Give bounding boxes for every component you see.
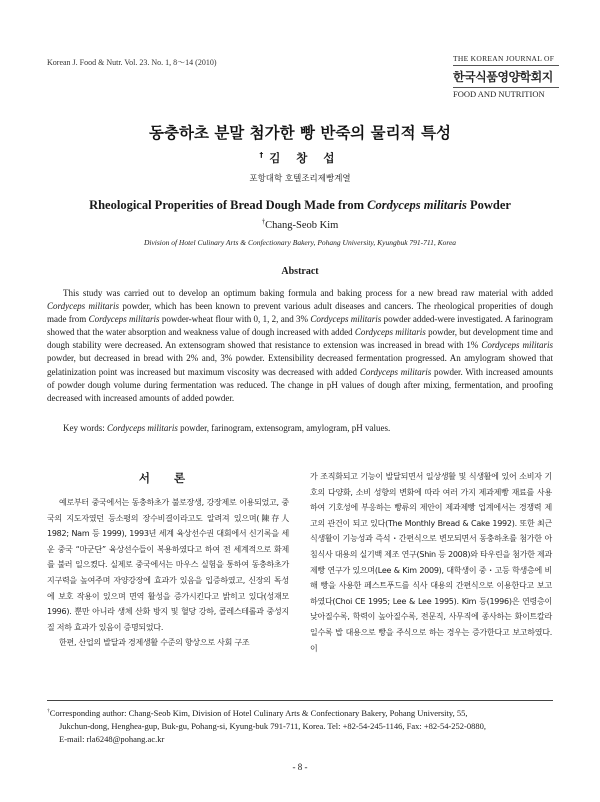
abstract-species: Cordyceps militaris (359, 366, 432, 377)
body-paragraph: 가 조직화되고 기능이 발달되면서 일상생활 및 식생활에 있어 소비자 기호의 다양화, 소비 성향의 변화에 따라 여러 가지 제과제빵 재료를 사용하여 기호성에 부응하는 빵류의 제안이 제과제빵 업계에서는 경쟁력 제고의 관건이 되고 있다(The Monthly Bread & Cake 1992). 또한 최근 식생활이 기능성과 즉석・간편식으로 변모되면서 동충하초를 첨가한 아침식사 대용의 실기백 제조 연구(Shin 등 2008)와 타우린을 첨가한 제과제빵 연구가 있으며(Lee & Kim 2009), 대학생이 중・고등 학생층에 비해 빵을 사용한 페스트푸드를 식사 대용의 간편식으로 이용한다고 보고하였다(Choi CE 1995; Lee & Lee 1995). Kim 등(1996)은 연령층이 낮아질수록, 학력이 높아질수록, 전문직, 사무직에 종사하는 화이트칼라일수록 밥 대용으로 빵을 주식으로 하는 경우는 증가한다고 보고하였다. 이 (310, 472, 552, 653)
journal-name-ko: 한국식품영양학회지 (453, 70, 553, 84)
affiliation-english: Division of Hotel Culinary Arts & Confectionary Bakery, Pohang University, Kyungbuk 791-711, Korea (143, 238, 457, 247)
footnote-text: Corresponding author: Chang-Seob Kim, Division of Hotel Culinary Arts & Confectionary Bakery, Pohang University, 55, (49, 708, 468, 718)
author-english-name: Chang-Seob Kim (265, 220, 339, 231)
keywords (47, 423, 553, 433)
journal-masthead (453, 54, 559, 99)
section-heading-introduction: 서 론 (138, 471, 196, 485)
page-number: - 8 - (292, 762, 308, 772)
body-paragraph: 예로부터 중국에서는 동충하초가 불로장생, 강장제로 이용되었고, 중국의 지도자였던 등소평의 장수비결이라고도 알려져 있으며(陳存人 1982; Nam 등 1999), 1993년 세계 육상선수권 대회에서 신기록을 세운 중국 “마군단” 육상선수들이 복용하였다고 하여 전 세계적으로 화제를 불러 일으켰다. 실제로 중국에서는 마우스 실험을 통하여 동충하초가 지구력을 높여주며 자양강장에 효과가 있음을 입증하였고, 신장의 독성에 보호 작용이 있으며 면역 활성을 증가시킨다고 밝히고 있다(성재모 1996). 뿐만 아니라 생체 산화 방지 및 혈당 강하, 콜레스테롤과 중성지질 저하 효과가 있음이 증명되었다. (47, 498, 289, 632)
title-korean: 동충하초 분말 첨가한 빵 반죽의 물리적 특성 (149, 124, 451, 142)
author-korean (0, 150, 600, 166)
footnote-line (47, 707, 553, 720)
journal-name-en-top: THE KOREAN JOURNAL OF (453, 54, 559, 66)
affiliation-korean: 포항대학 호텔조리제빵계열 (249, 174, 351, 184)
footnote-mark: † (47, 708, 50, 715)
title-english-species: Cordyceps militaris (367, 198, 467, 212)
corresponding-mark-en: † (261, 218, 266, 226)
abstract-text: powder-wheat flour with 0, 1, 2, and 3% (159, 314, 311, 325)
abstract-text: powder, which has been known to prevent various adult diseases and cancers. The rheological properities of dough made from (47, 301, 553, 325)
body-column-left (47, 495, 289, 651)
abstract-body (47, 287, 553, 405)
footnote-email: E-mail: rla6248@pohang.ac.kr (59, 734, 165, 744)
keywords-label: Key words: (63, 423, 107, 433)
title-english-suffix: Powder (466, 198, 511, 212)
keywords-list: powder, farinogram, extensogram, amylogram, pH values. (177, 423, 391, 433)
abstract-text: powder, but decreased in bread with 2% and, 3% powder. Extensibility decreased fermentation progressed. An amylogram showed that gelatinization point was increased but maximum viscosity was decreased with added (47, 353, 553, 377)
abstract-species: Cordyceps militaris (481, 340, 553, 351)
title-english (0, 198, 600, 213)
abstract-heading: Abstract (281, 266, 319, 277)
keywords-species: Cordyceps militaris (107, 423, 178, 433)
abstract-text: powder added-were investigated. A farinogram showed that the water absorption and weakness value of dough increased with added (47, 314, 553, 338)
abstract-text: powder. With increased amounts of powder dough volume during fermentation was reduced. The change in pH values of dough after mixing, fermentation, and proofing decreased with increased amounts of added powder. (47, 366, 553, 403)
journal-name-en-bottom: FOOD AND NUTRITION (453, 87, 559, 99)
abstract-text: powder, but development time and dough stability were decreased. An extensogram showed that resistance to extension was increased in bread with 1% (47, 327, 553, 351)
corresponding-mark: † (259, 150, 270, 160)
journal-citation: Korean J. Food & Nutr. Vol. 23. No. 1, 8～14 (2010) (47, 58, 217, 67)
abstract-species: Cordyceps militaris (310, 314, 382, 325)
body-paragraph: 한편, 산업의 발달과 경제생활 수준의 향상으로 사회 구조 (59, 638, 250, 648)
author-english (0, 220, 600, 231)
abstract-species: Cordyceps militaris (354, 327, 426, 338)
corresponding-author-footnote (47, 707, 553, 746)
body-column-right (310, 469, 552, 656)
abstract-text: This study was carried out to develop an optimum baking formula and baking process for a new bread raw material with added (63, 288, 553, 298)
abstract-species: Cordyceps militaris (47, 301, 119, 312)
abstract-species: Cordyceps militaris (88, 314, 160, 325)
title-english-prefix: Rheological Properities of Bread Dough Made from (89, 198, 368, 212)
author-korean-name: 김 창 섭 (269, 151, 341, 165)
footnote-line: Jukchun-dong, Henghea-gup, Buk-gu, Pohang-si, Kyung-buk 791-711, Korea. Tel: +82-54-245-1146, Fax: +82-54-252-0880, (59, 721, 487, 731)
footnote-divider (47, 700, 553, 701)
